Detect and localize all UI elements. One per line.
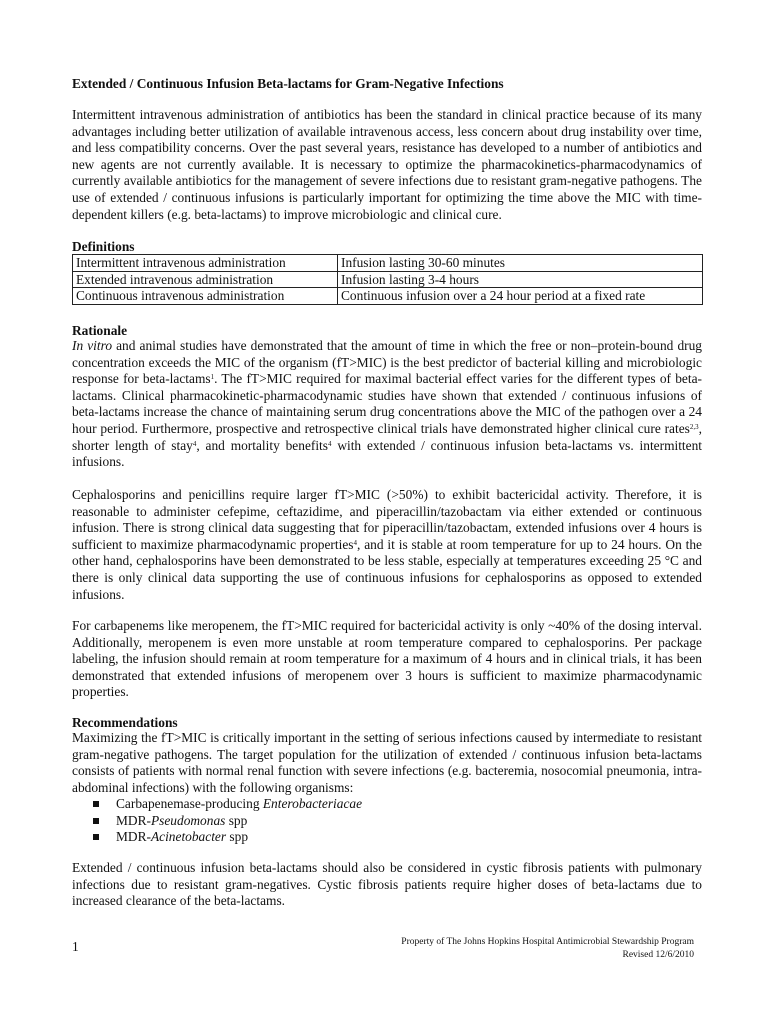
organism-name: Pseudomonas xyxy=(150,812,226,828)
document-page xyxy=(72,0,704,1024)
text-span: MDR- xyxy=(116,812,151,828)
square-bullet-icon xyxy=(93,818,99,824)
text-span: with extended / continuous infusion beta-lactams vs. intermittent infusions. xyxy=(72,437,702,470)
square-bullet-icon xyxy=(93,834,99,840)
text-span: MDR- xyxy=(116,829,151,845)
recommendations-paragraph-1 xyxy=(72,730,702,796)
definition-term: Intermittent intravenous administration xyxy=(73,255,338,272)
text-span: and animal studies have demonstrated that the amount of time in which the free or non–protein-bound drug concentration exceeds the MIC of the organism (fT>MIC) is the best predictor of bacterial killing and microbiologic response for beta-lactams xyxy=(72,338,702,387)
list-item xyxy=(72,813,362,830)
footer-line-2: Revised 12/6/2010 xyxy=(622,949,694,960)
text-span: , and it is stable at room temperature for up to 24 hours. On the other hand, cephalosporins have been demonstrated to be less stable, especially at temperatures exceeding 25 °C and there is only clinical data supporting the use of continuous infusions for cephalosporins as opposed to extended infusions. xyxy=(72,536,702,602)
rationale-paragraph-3 xyxy=(72,618,702,701)
organism-name: Enterobacteriacae xyxy=(262,796,363,811)
table-row xyxy=(73,255,703,272)
citation-ref: 4 xyxy=(328,439,332,448)
recommendations-paragraph-2 xyxy=(72,860,702,910)
definition-meaning: Infusion lasting 30-60 minutes xyxy=(338,255,703,272)
page-number: 1 xyxy=(72,939,79,954)
page-footer xyxy=(401,936,694,961)
footer-line-1: Property of The Johns Hopkins Hospital Antimicrobial Stewardship Program xyxy=(401,937,694,947)
square-bullet-icon xyxy=(93,801,99,807)
recommendations-text-2: Extended / continuous infusion beta-lactams should also be considered in cystic fibrosis patients with pulmonary infections due to resistant gram-negatives. Cystic fibrosis patients require higher doses of beta-lactams due to increased clearance of the beta-lactams. xyxy=(72,860,702,909)
table-row xyxy=(73,271,703,288)
definitions-table xyxy=(72,254,703,305)
document-title: Extended / Continuous Infusion Beta-lactams for Gram-Negative Infections xyxy=(72,76,504,91)
citation-ref: 4 xyxy=(353,538,357,547)
table-row xyxy=(73,288,703,305)
definition-term: Extended intravenous administration xyxy=(73,271,338,288)
citation-ref: 4 xyxy=(192,439,197,448)
text-span: . The fT>MIC required for maximal bacterial effect varies for the different types of beta-lactams. Clinical pharmacokinetic-pharmacodynamic studies have shown that extended / continuous infusions of beta-lactams increase the chance of maintaining serum drug concentrations above the MIC of the pathogen over a 24 hour period. Furthermore, prospective and retrospective clinical trials have demonstrated higher clinical cure rates xyxy=(72,371,702,436)
text-span: spp xyxy=(225,812,248,828)
text-span: Cephalosporins and penicillins require larger fT>MIC (>50%) to exhibit bactericidal activity. Therefore, it is reasonable to administer cefepime, ceftazidime, and piperacillin/tazobactam via either extended or continuous infusion. There is strong clinical data suggesting that for piperacillin/tazobactam, extended infusions over 4 hours is sufficient to maximize pharmacodynamic properties xyxy=(72,487,702,552)
text-span: spp xyxy=(226,829,249,845)
organism-name: Acinetobacter xyxy=(150,829,227,845)
rationale-text-2 xyxy=(72,487,702,603)
definition-term: Continuous intravenous administration xyxy=(73,288,338,305)
definitions-heading: Definitions xyxy=(72,239,135,254)
definition-meaning: Infusion lasting 3-4 hours xyxy=(338,271,703,288)
text-span: , and mortality benefits xyxy=(196,437,328,453)
citation-ref: 2,3 xyxy=(689,422,699,431)
rationale-paragraph-2 xyxy=(72,487,702,603)
definition-meaning: Continuous infusion over a 24 hour period at a fixed rate xyxy=(338,288,703,305)
recommendations-heading: Recommendations xyxy=(72,715,178,730)
text-span: Carbapenemase-producing xyxy=(116,796,263,811)
intro-text: Intermittent intravenous administration of antibiotics has been the standard in clinical practice because of its many advantages including better utilization of available intravenous access, less concern about drug instability over time, and less compatibility concerns. Over the past several years, resistance has developed to a number of antibiotics and new agents are not currently available. It is necessary to optimize the pharmacokinetics-pharmacodynamics of currently available antibiotics for the management of severe infections due to resistant gram-negative pathogens. The use of extended / continuous infusions is particularly important for optimizing the time above the MIC with time-dependent killers (e.g. beta-lactams) to improve microbiologic and clinical cure. xyxy=(72,107,702,222)
intro-paragraph xyxy=(72,107,702,223)
rationale-text-3: For carbapenems like meropenem, the fT>MIC required for bactericidal activity is only ~40% of the dosing interval. Additionally, meropenem is even more unstable at room temperature compared to cephalosporins. Per package labeling, the infusion should remain at room temperature for a maximum of 4 hours and in clinical trials, it has been demonstrated that extended infusions of meropenem over 3 hours is sufficient to maximize pharmacodynamic properties. xyxy=(72,618,702,700)
rationale-heading: Rationale xyxy=(72,323,128,338)
organism-list xyxy=(72,796,362,846)
citation-ref: 1 xyxy=(210,373,215,382)
rationale-text-1 xyxy=(72,338,702,471)
in-vitro-term: In vitro xyxy=(72,338,113,353)
list-item xyxy=(72,829,362,846)
rationale-paragraph-1 xyxy=(72,338,702,471)
list-item xyxy=(72,796,362,813)
text-span: , shorter length of stay xyxy=(72,420,702,453)
recommendations-text-1: Maximizing the fT>MIC is critically important in the setting of serious infections caused by intermediate to resistant gram-negative pathogens. The target population for the utilization of extended / continuous infusion beta-lactams consists of patients with normal renal function with severe infections (e.g. bacteremia, nosocomial pneumonia, intra-abdominal infections) with the following organisms: xyxy=(72,730,702,795)
